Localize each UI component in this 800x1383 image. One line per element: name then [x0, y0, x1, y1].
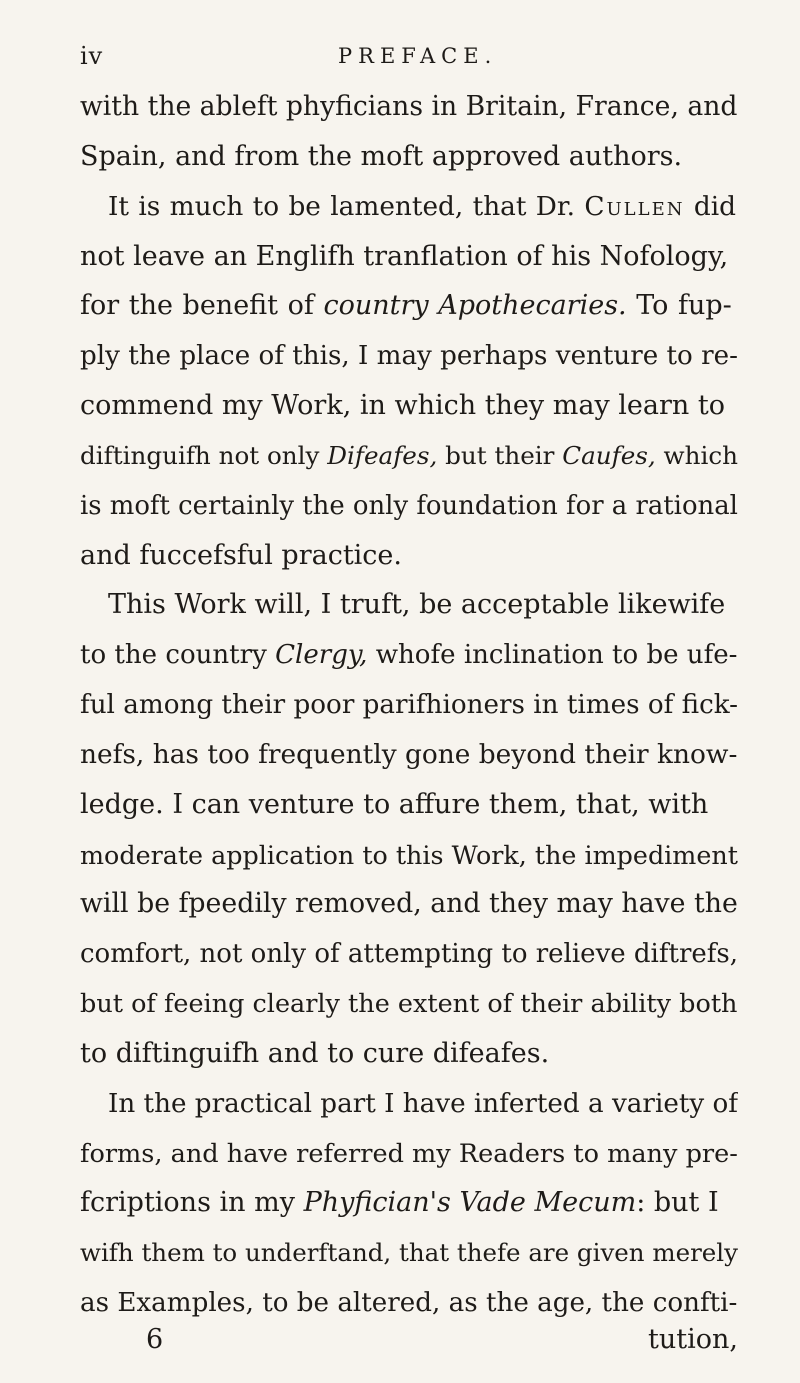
text-line: Spain, and from the moft approved authors. [80, 141, 683, 172]
text-line: diftinguifh not only Difeafes, but their Caufes, which [80, 441, 738, 470]
text-line: commend my Work, in which they may learn to [80, 390, 725, 421]
text-line: with the ableft phyficians in Britain, France, and [80, 91, 738, 122]
text-line: ledge. I can venture to affure them, that, with [80, 789, 709, 820]
text-line: nefs, has too frequently gone beyond their know- [80, 739, 738, 770]
text-line: forms, and have referred my Readers to many pre- [80, 1139, 738, 1169]
text-line: comfort, not only of attempting to relieve diftrefs, [80, 939, 738, 969]
text-line: will be fpeedily removed, and they may have the [80, 888, 738, 919]
text-line: for the benefit of country Apothecaries. To fup- [80, 290, 732, 321]
catchword: tution, [648, 1324, 738, 1355]
text-line: to diftinguifh and to cure difeafes. [80, 1038, 550, 1069]
text-line: This Work will, I truft, be acceptable likewife [108, 589, 726, 620]
text-line: moderate application to this Work, the impediment [80, 840, 738, 870]
text-line: is moft certainly the only foundation for a rational [80, 491, 738, 521]
text-line: It is much to be lamented, that Dr. Cullen did [108, 192, 736, 222]
text-line: fcriptions in my Phyfician's Vade Mecum: but I [80, 1187, 719, 1218]
text-line: ful among their poor parifhioners in times of fick- [80, 690, 738, 720]
text-line: In the practical part I have inferted a variety of [108, 1089, 738, 1119]
text-line: to the country Clergy, whofe inclination to be ufe- [80, 640, 738, 670]
text-line: but of feeing clearly the extent of their ability both [80, 989, 738, 1019]
text-line: ply the place of this, I may perhaps venture to re- [80, 341, 738, 371]
signature-mark: 6 [146, 1324, 164, 1355]
text-line: wifh them to underftand, that thefe are given merely [80, 1238, 738, 1267]
text-line: as Examples, to be altered, as the age, the confti- [80, 1288, 738, 1318]
page-number: iv [80, 42, 104, 70]
running-head: PREFACE. [338, 44, 498, 68]
text-line: not leave an Englifh tranflation of his Nofology, [80, 241, 729, 272]
text-line: and fuccefsful practice. [80, 540, 402, 571]
